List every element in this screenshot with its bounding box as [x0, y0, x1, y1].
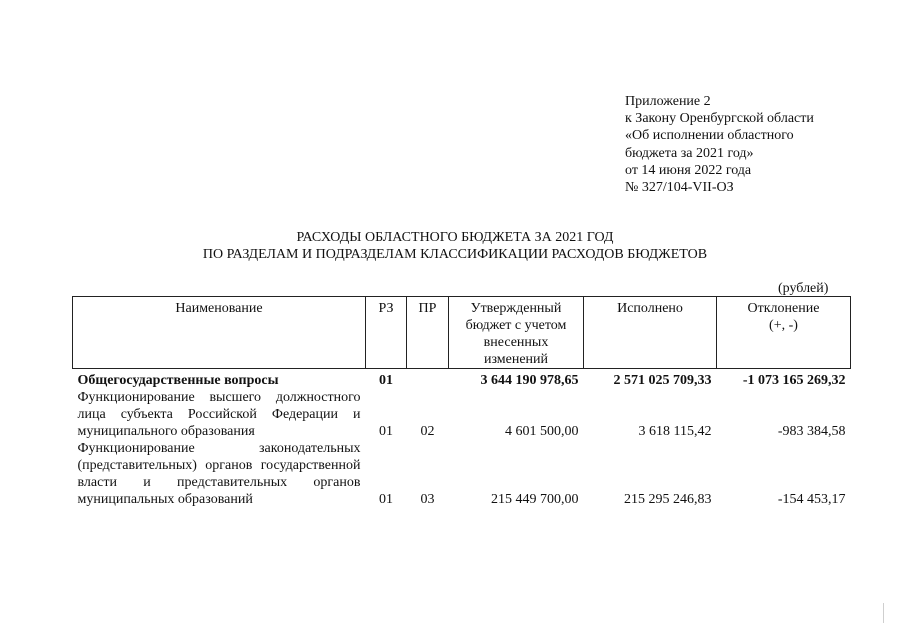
row-approved: 4 601 500,00: [505, 424, 579, 439]
units-label: (рублей): [778, 281, 829, 296]
header-pr: ПР: [407, 297, 449, 369]
row-approved: 215 449 700,00: [491, 492, 579, 507]
row-executed: 2 571 025 709,33: [613, 373, 712, 388]
budget-table: [72, 296, 851, 508]
row-deviation: -1 073 165 269,32: [742, 373, 846, 388]
row-rz: 01: [379, 424, 393, 439]
header-approved-line: внесенных: [483, 335, 549, 350]
header-deviation-line: Отклонение: [747, 301, 820, 316]
header-approved-line: Утвержденный: [470, 301, 562, 316]
table-row: [73, 389, 851, 440]
row-deviation: -154 453,17: [777, 492, 846, 507]
appendix-line: бюджета за 2021 год»: [625, 145, 754, 161]
header-rz: РЗ: [366, 297, 407, 369]
table-row: [73, 440, 851, 508]
row-pr: 02: [420, 424, 435, 439]
document-title: [0, 229, 898, 263]
appendix-reference: [625, 93, 814, 196]
appendix-line: «Об исполнении областного: [625, 128, 794, 144]
row-pr: 03: [420, 492, 435, 507]
appendix-line: от 14 июня 2022 года: [625, 162, 752, 178]
row-rz: 01: [379, 373, 393, 388]
header-approved-line: бюджет с учетом: [465, 318, 567, 333]
header-deviation: [717, 297, 851, 369]
header-approved: [449, 297, 584, 369]
row-name: Функционирование законодательных (представительных) органов государственной власти и представительных органов муниципальных образований: [77, 441, 361, 507]
header-deviation-line: (+, -): [769, 318, 798, 333]
table-row: [73, 369, 851, 390]
appendix-line: к Закону Оренбургской области: [625, 111, 814, 127]
row-executed: 3 618 115,42: [638, 424, 712, 439]
row-deviation: -983 384,58: [777, 424, 846, 439]
scan-edge-mark: [883, 603, 884, 623]
header-approved-line: изменений: [483, 352, 549, 367]
title-line-1: РАСХОДЫ ОБЛАСТНОГО БЮДЖЕТА ЗА 2021 ГОД: [296, 230, 614, 245]
title-line-2: ПО РАЗДЕЛАМ И ПОДРАЗДЕЛАМ КЛАССИФИКАЦИИ РАСХОДОВ БЮДЖЕТОВ: [202, 247, 708, 262]
table-header-row: [73, 297, 851, 369]
header-executed: Исполнено: [584, 297, 717, 369]
header-name: Наименование: [73, 297, 366, 369]
row-name: Общегосударственные вопросы: [77, 373, 279, 388]
row-approved: 3 644 190 978,65: [480, 373, 579, 388]
row-executed: 215 295 246,83: [624, 492, 712, 507]
row-pr: [407, 369, 449, 390]
row-name: Функционирование высшего должностного лица субъекта Российской Федерации и муниципального образования: [77, 390, 361, 439]
appendix-line: № 327/104-VII-ОЗ: [625, 180, 734, 196]
row-rz: 01: [379, 492, 393, 507]
appendix-line: Приложение 2: [625, 94, 711, 109]
